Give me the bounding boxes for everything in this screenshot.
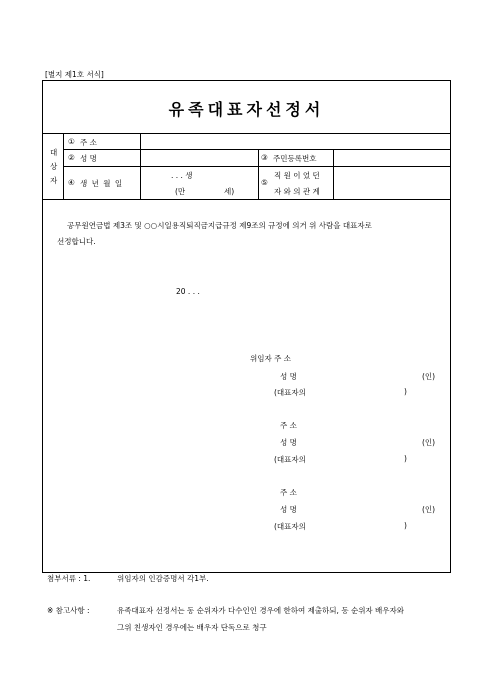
age-open: (만 — [175, 187, 186, 196]
representative-open: (대표자의 — [274, 522, 306, 531]
representative-open: (대표자의 — [274, 455, 306, 464]
name-label: 성 명 — [80, 154, 97, 163]
notes-label: ※ 참고사항 : — [47, 606, 90, 615]
table-col-divider — [333, 149, 334, 199]
statement-text: 선정합니다. — [57, 237, 96, 246]
delegator-address-label: 주 소 — [280, 421, 297, 430]
delegator-address-label: 주 소 — [280, 488, 297, 497]
row-number: ③ — [261, 153, 268, 162]
table-row-divider — [63, 166, 450, 167]
table-col-divider — [140, 133, 141, 199]
notes-text: 그위 친생자인 경우에는 배우자 단독으로 청구 — [117, 623, 267, 632]
resident-number-label: 주민등록번호 — [273, 154, 317, 163]
delegator-name-label: 성 명 — [280, 372, 297, 381]
page-title: 유족대표자선정서 — [168, 100, 325, 119]
attachments-item: 위임자의 인감증명서 각1부. — [117, 574, 209, 583]
birthdate-label: 생 년 월 일 — [80, 179, 124, 188]
seal-mark: (인) — [422, 438, 436, 447]
side-label-char: 자 — [50, 176, 58, 185]
row-number: ① — [68, 137, 75, 146]
delegator-heading: 위임자 주 소 — [250, 354, 291, 363]
form-number: [별지 제1호 서식] — [45, 70, 104, 79]
representative-close: ) — [404, 521, 407, 530]
delegator-name-label: 성 명 — [280, 438, 297, 447]
relationship-label: 직 원 이 었 던 — [274, 171, 320, 180]
table-bottom-border — [43, 199, 450, 200]
row-number: ② — [68, 153, 75, 162]
relationship-label: 자 와 의 관 계 — [274, 187, 320, 196]
representative-close: ) — [404, 454, 407, 463]
date-line: 20 . . . — [176, 287, 200, 296]
side-label-char: 상 — [50, 162, 58, 171]
representative-close: ) — [404, 387, 407, 396]
form-frame — [42, 80, 451, 573]
address-label: 주 소 — [80, 138, 97, 147]
delegator-name-label: 성 명 — [280, 505, 297, 514]
age-close: 세) — [224, 187, 235, 196]
representative-open: (대표자의 — [274, 388, 306, 397]
table-top-border — [43, 133, 450, 134]
attachments-label: 첨부서류 : 1. — [47, 574, 91, 583]
notes-text: 유족대표자 선정서는 동 순위자가 다수인인 경우에 한하여 제출하되, 동 순위자 배우자와 — [117, 606, 405, 615]
seal-mark: (인) — [422, 372, 436, 381]
row-number: ⑤ — [261, 178, 268, 187]
seal-mark: (인) — [422, 505, 436, 514]
birthdate-placeholder: . . . 생 — [171, 171, 193, 180]
side-label-char: 대 — [50, 148, 58, 157]
table-col-divider — [258, 149, 259, 199]
table-row-divider — [63, 149, 450, 150]
table-col-divider — [63, 133, 64, 199]
row-number: ④ — [68, 178, 75, 187]
statement-text: 공무원연금법 제3조 및 ○○시일용직퇴직금지급규정 제9조의 규정에 의거 위 사람을 대표자로 — [67, 221, 372, 230]
